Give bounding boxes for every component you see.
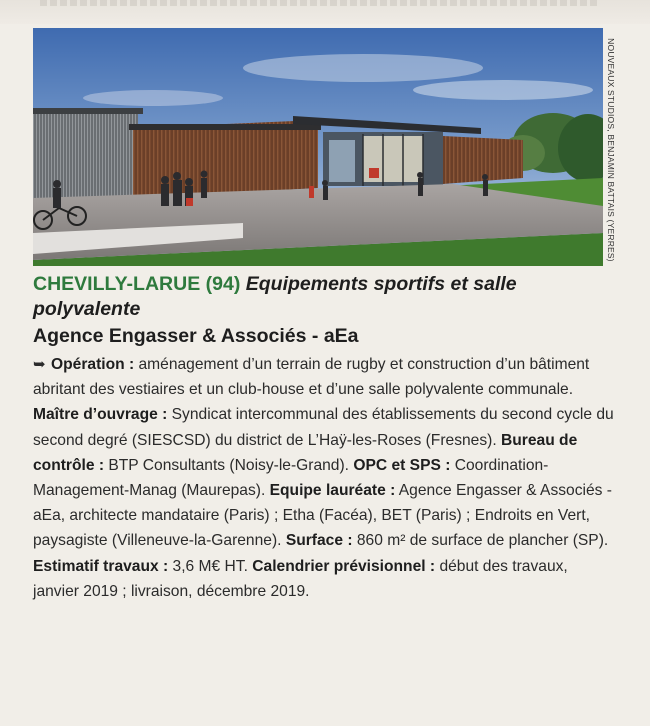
photo-credit-text: NOUVEAUX STUDIOS, BENJAMIN BATTAIS (YERRES) xyxy=(606,38,616,262)
team-text: Agence Engasser & Associés - aEa, architecte mandataire (Paris) ; Etha (Facéa), BET (Paris) ; Endroits en Vert, paysagiste (Villeneuve-la-Garenne). xyxy=(33,482,612,550)
opc-label: OPC et SPS : xyxy=(353,456,451,474)
architectural-rendering xyxy=(33,28,603,266)
mo-label: Maître d’ouvrage : xyxy=(33,406,168,424)
article-project: Equipements sportifs et salle polyvalente xyxy=(33,273,517,320)
arrow-icon: ➥ xyxy=(33,356,46,373)
previous-page-bleed xyxy=(0,0,650,24)
operation-label: Opération : xyxy=(51,356,135,373)
bc-text: BTP Consultants (Noisy-le-Grand). xyxy=(104,456,354,474)
cost-label: Estimatif travaux : xyxy=(33,557,169,575)
cost-text: 3,6 M€ HT. xyxy=(168,557,253,575)
operation-text: aménagement d’un terrain de rugby et construction d’un bâtiment abritant des vestiaires et un club-house et d’une salle polyvalente communale. xyxy=(33,356,590,399)
schedule-label: Calendrier prévisionnel : xyxy=(252,557,436,575)
article-city: CHEVILLY-LARUE (94) xyxy=(33,273,241,295)
team-label: Equipe lauréate : xyxy=(269,482,396,500)
mo-text: Syndicat intercommunal des établissements du second cycle du second degré (SIESCSD) du district de L’Haÿ-les-Roses (Fresnes). xyxy=(33,406,614,449)
opc-text: Coordination-Management-Manag (Maurepas). xyxy=(33,456,549,500)
article-body xyxy=(33,352,618,604)
photo-credit xyxy=(604,40,618,260)
article-title xyxy=(33,272,618,322)
article xyxy=(33,272,618,604)
surface-text: 860 m² de surface de plancher (SP). xyxy=(352,532,609,550)
article-agency: Agence Engasser & Associés - aEa xyxy=(33,325,359,347)
surface-label: Surface : xyxy=(285,532,353,550)
schedule-text: début des travaux, janvier 2019 ; livraison, décembre 2019. xyxy=(33,557,568,600)
bc-label: Bureau de contrôle : xyxy=(33,431,578,474)
rendering-illustration xyxy=(33,28,603,266)
